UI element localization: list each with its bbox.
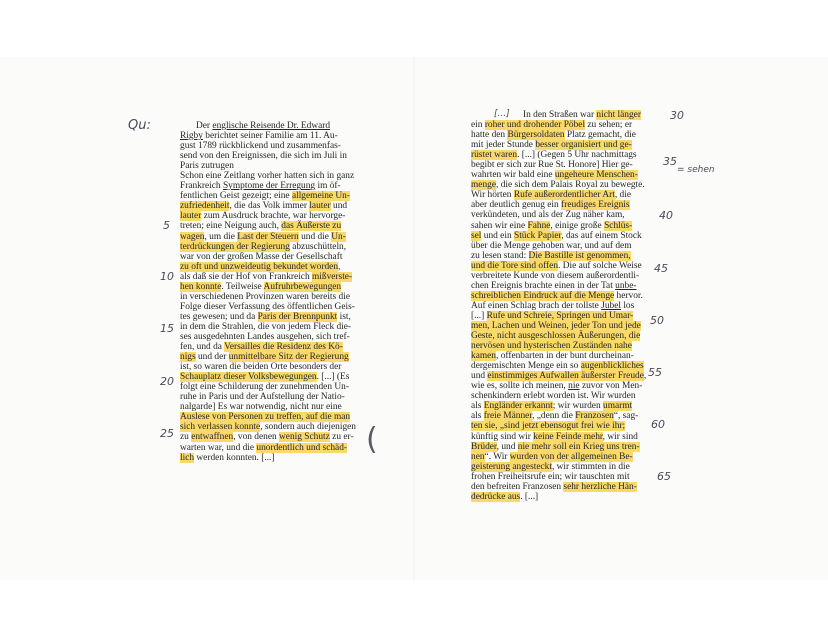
- text-segment: zum Ausdruck brachte, war hervorge-: [201, 211, 346, 222]
- highlighted-phrase: sich verlassen konnte: [180, 422, 261, 433]
- text-line: [471, 190, 663, 200]
- text-segment: als daß sie der Hof von Frankreich: [180, 271, 312, 282]
- text-line: [180, 181, 364, 191]
- text-line: [180, 292, 364, 302]
- text-line: [180, 262, 364, 272]
- text-segment: , sondern auch diejenigen: [260, 422, 356, 433]
- text-segment: ist, so waren die beiden Orte besonders der: [180, 362, 342, 373]
- handwritten-curly-bracket: (: [366, 422, 378, 457]
- text-line: [180, 412, 364, 422]
- text-segment: “, sag-: [613, 411, 639, 422]
- highlighted-phrase: geisterung angesteckt: [471, 461, 552, 472]
- text-line: [471, 442, 663, 452]
- text-line: [180, 232, 364, 242]
- text-line: [180, 312, 364, 322]
- highlighted-phrase: allgemeine Un-: [291, 191, 350, 202]
- text-segment: abzuschütteln,: [289, 241, 347, 252]
- text-line: [471, 432, 663, 442]
- highlighted-phrase: lich: [180, 452, 195, 463]
- text-segment: im öf-: [315, 181, 341, 192]
- text-segment: ,: [338, 261, 341, 272]
- text-line: [471, 200, 663, 210]
- text-line: [180, 282, 364, 292]
- text-segment: , die sich dem Palais Royal zu bewegte.: [496, 180, 645, 191]
- highlighted-phrase: kamen: [471, 351, 496, 362]
- highlighted-phrase: Paris der Brennpunkt: [257, 311, 338, 322]
- text-segment: ,: [643, 371, 647, 382]
- line-number-60: 60: [651, 418, 665, 431]
- text-segment: Frankreich: [180, 181, 223, 192]
- text-segment: und: [471, 371, 488, 382]
- text-segment: als: [471, 411, 484, 422]
- text-segment: , einige große: [550, 220, 605, 231]
- text-segment: warten war, und die: [180, 442, 257, 453]
- text-segment: verkündeten, und als der Zug näher kam,: [471, 210, 625, 221]
- text-line: [471, 281, 663, 291]
- highlighted-phrase: nen: [471, 451, 485, 462]
- text-segment: . [...] (Es: [316, 372, 350, 383]
- underlined-phrase: unbe-: [615, 280, 637, 291]
- highlighted-phrase: und die Tore sind offen: [471, 260, 559, 271]
- highlighted-phrase: menge: [471, 180, 496, 191]
- text-segment: hervor.: [614, 290, 643, 301]
- highlighted-phrase: besser organisiert und ge-: [535, 140, 632, 151]
- highlighted-phrase: zufriedenheit: [180, 201, 230, 212]
- highlighted-phrase: einstimmiges Aufwallen äußerster Freude: [487, 371, 644, 382]
- text-segment: In den Straßen war: [523, 110, 597, 120]
- text-segment: send von den Ereignissen, die sich im Juli in: [180, 151, 347, 162]
- text-line: [471, 231, 663, 241]
- highlighted-phrase: mißverste-: [312, 271, 353, 282]
- handwritten-bracket: [...]: [494, 109, 510, 119]
- text-line: [471, 180, 663, 190]
- text-segment: tes gewesen; und da: [180, 311, 258, 322]
- text-segment: Schon eine Zeitlang vorher hatten sich in ganz: [180, 171, 355, 182]
- text-line: [471, 251, 663, 261]
- text-line: [180, 432, 364, 442]
- text-line: [180, 372, 364, 382]
- text-segment: , um die: [204, 231, 238, 242]
- highlighted-phrase: das Äußerste zu: [281, 221, 342, 232]
- text-line: [471, 321, 663, 331]
- text-segment: war von der großen Masse der Gesellschaft: [180, 251, 343, 262]
- text-line: [471, 241, 663, 251]
- highlighted-phrase: freudiges Ereignis: [561, 200, 630, 211]
- text-segment: wahrten wir bald eine: [471, 170, 555, 181]
- text-segment: frohen Freiheitsrufe ein; wir tauschten mit: [471, 471, 630, 482]
- highlighted-phrase: Rufe außerordentlicher Art: [513, 190, 615, 201]
- text-segment: zu er-: [329, 432, 354, 443]
- highlighted-phrase: schreiblichen Eindruck auf die Menge: [471, 290, 615, 301]
- highlighted-phrase: sel: [471, 230, 482, 241]
- text-line: [180, 453, 364, 463]
- highlighted-phrase: wenig Schutz: [279, 432, 330, 443]
- text-segment: und: [330, 201, 348, 212]
- highlighted-phrase: freie Männer: [483, 411, 533, 422]
- text-segment: , von denen: [233, 432, 280, 443]
- highlighted-phrase: hen konnte: [180, 281, 222, 292]
- highlighted-phrase: Schlüs-: [604, 220, 633, 231]
- text-line: [180, 352, 364, 362]
- text-line: [471, 291, 663, 301]
- highlighted-phrase: unmittelbare Sitz der Regierung: [228, 352, 349, 363]
- text-segment: . [...]: [520, 491, 539, 502]
- highlighted-phrase: rüstet waren: [471, 150, 518, 161]
- text-segment: “. Wir: [484, 451, 510, 462]
- text-line: [180, 332, 364, 342]
- text-segment: und die: [298, 231, 332, 242]
- text-line: [471, 160, 663, 170]
- highlighted-phrase: lauter: [180, 211, 202, 222]
- text-line: [471, 351, 663, 361]
- highlighted-phrase: Schauplatz dieser Volksbewegungen: [180, 372, 317, 383]
- text-segment: [...]: [471, 310, 487, 321]
- highlighted-phrase: Aufruhrbewegungen: [263, 281, 342, 292]
- text-segment: und der: [195, 352, 229, 363]
- text-line: [180, 302, 364, 312]
- text-segment: verbreitete Kunde von diesem außerordentli-: [471, 270, 640, 281]
- underlined-phrase: Jubel: [601, 300, 621, 311]
- text-segment: fen, und da: [180, 342, 225, 353]
- line-number-20: 20: [160, 375, 174, 388]
- text-line: [471, 301, 663, 311]
- text-line: [180, 422, 364, 432]
- text-line: [471, 130, 663, 140]
- text-line: [180, 402, 364, 412]
- highlighted-phrase: Engländer erkannt: [483, 401, 553, 412]
- text-segment: , offenbarten in der bunt durcheinan-: [496, 351, 634, 362]
- underlined-phrase: nie: [568, 381, 580, 392]
- handwritten-qu: Qu:: [128, 118, 151, 133]
- text-line: [471, 452, 663, 462]
- text-segment: berichtet seiner Familie am 11. Au-: [202, 131, 338, 142]
- text-segment: ruhe in Paris und der Aufstellung der Natio-: [180, 392, 345, 403]
- text-segment: als: [471, 401, 484, 412]
- text-line: [180, 121, 364, 131]
- line-number-5: 5: [163, 219, 170, 232]
- line-number-40: 40: [659, 209, 673, 222]
- highlighted-phrase: entwaffnen: [191, 432, 234, 443]
- right-text-column: [471, 110, 663, 502]
- highlighted-phrase: keine Feinde mehr: [533, 431, 603, 442]
- text-line: [471, 331, 663, 341]
- text-line: [180, 362, 364, 372]
- text-line: [471, 371, 663, 381]
- text-segment: über die Menge gehoben war, und auf dem: [471, 240, 632, 251]
- text-line: [180, 443, 364, 453]
- highlighted-phrase: ten sie, „sind jetzt ebensogut frei wie ihr;: [471, 421, 626, 432]
- text-line: [471, 391, 663, 401]
- text-segment: Platz gemacht, die: [564, 130, 636, 141]
- text-segment: zuvor von Men-: [579, 381, 643, 392]
- text-segment: nalgarde] Es war notwendig, nicht nur eine: [180, 402, 342, 413]
- text-segment: Folge dieser Verfassung des öffentlichen Geis-: [180, 301, 355, 312]
- line-number-25: 25: [160, 427, 174, 440]
- text-segment: fentlichen Geist gezeigt; eine: [180, 191, 292, 202]
- highlighted-phrase: Brüder: [471, 441, 497, 452]
- line-number-10: 10: [160, 270, 174, 283]
- text-segment: begibt er sich zur Rue St. Honore] Hier ge-: [471, 160, 633, 171]
- highlighted-phrase: Bürgersoldaten: [507, 130, 565, 141]
- text-segment: den befreiten Franzosen: [471, 481, 564, 492]
- text-segment: chen Ereignis brachte einen in der Tat: [471, 280, 616, 291]
- text-segment: , „denn die: [532, 411, 576, 422]
- text-segment: Auf einen Schlag brach der tollste: [471, 300, 602, 311]
- text-segment: hatte den: [471, 130, 508, 141]
- text-segment: . Teilweise: [221, 281, 264, 292]
- text-line: [180, 141, 364, 151]
- text-segment: wie es, sollte ich meinen,: [471, 381, 569, 392]
- text-line: [471, 401, 663, 411]
- text-segment: , und: [496, 441, 518, 452]
- line-number-35: 35: [663, 155, 677, 168]
- left-text-column: [180, 121, 364, 463]
- text-line: [471, 361, 663, 371]
- highlighted-phrase: unordentlich und schäd-: [256, 442, 348, 453]
- text-line: [180, 191, 364, 201]
- highlighted-phrase: men, Lachen und Weinen, jeder Ton und jede: [471, 320, 641, 331]
- text-segment: Der: [196, 121, 213, 131]
- text-segment: zu sehen; er: [585, 120, 633, 131]
- text-segment: werden konnten. [...]: [194, 452, 275, 463]
- text-line: [180, 392, 364, 402]
- text-line: [180, 382, 364, 392]
- text-segment: ses ausgedehnten Landes ausgehen, sich tref-: [180, 331, 350, 342]
- highlighted-phrase: terdrückungen der Regierung: [180, 241, 290, 252]
- text-segment: gust 1789 rückblickend und zusammenfas-: [180, 141, 341, 152]
- highlighted-phrase: Auslese von Personen zu treffen, auf die man: [180, 412, 351, 423]
- underlined-phrase: Symptome der Erregung: [222, 181, 316, 192]
- highlighted-phrase: Un-: [331, 231, 346, 242]
- highlighted-phrase: Die Bastille ist genommen,: [528, 250, 631, 261]
- text-line: [471, 140, 663, 150]
- highlighted-phrase: nigs: [180, 352, 196, 363]
- text-line: [471, 492, 663, 502]
- line-number-15: 15: [160, 322, 174, 335]
- text-line: [471, 341, 663, 351]
- underlined-phrase: Rigby: [180, 131, 203, 142]
- highlighted-phrase: Geste, nicht ausgeschlossen Äußerungen, die: [471, 331, 641, 342]
- highlighted-phrase: nie mehr soll ein Krieg uns tren-: [517, 441, 640, 452]
- text-line: [471, 472, 663, 482]
- text-line: [180, 151, 364, 161]
- text-segment: künftig sind wir: [471, 431, 534, 442]
- text-line: [471, 120, 663, 130]
- text-line: [471, 271, 663, 281]
- text-line: [180, 252, 364, 262]
- text-segment: , die: [614, 190, 632, 201]
- text-segment: zu lesen stand:: [471, 250, 529, 261]
- highlighted-phrase: Versailles die Residenz des Kö-: [224, 342, 343, 353]
- text-line: [180, 242, 364, 252]
- highlighted-phrase: wagen: [180, 231, 205, 242]
- highlighted-phrase: dedrücke aus: [471, 491, 521, 502]
- highlighted-phrase: nicht länger: [596, 110, 641, 120]
- text-segment: treten; eine Neigung auch,: [180, 221, 282, 232]
- text-segment: Wir hörten: [471, 190, 514, 201]
- text-segment: ist,: [337, 311, 351, 322]
- text-segment: in dem die Strahlen, die von jedem Fleck die-: [180, 321, 352, 332]
- text-line: [180, 131, 364, 141]
- highlighted-phrase: Stück Papier: [513, 230, 562, 241]
- highlighted-phrase: wurden von der allgemeinen Be-: [509, 451, 633, 462]
- text-line: [471, 261, 663, 271]
- highlighted-phrase: Last der Steuern: [237, 231, 299, 242]
- text-line: [180, 272, 364, 282]
- text-line: [471, 421, 663, 431]
- underlined-phrase: englische Reisende Dr. Edward: [212, 121, 331, 131]
- text-segment: zu: [180, 432, 192, 443]
- highlighted-phrase: ungeheure Menschen-: [554, 170, 638, 181]
- text-segment: . Die auf solche Weise: [558, 260, 642, 271]
- line-number-45: 45: [654, 262, 668, 275]
- highlighted-phrase: sehr herzliche Hän-: [563, 481, 637, 492]
- text-segment: folgt eine Schilderung der zunehmenden Un-: [180, 382, 349, 393]
- text-line: [180, 342, 364, 352]
- text-line: [180, 201, 364, 211]
- text-segment: und ein: [481, 230, 514, 241]
- line-number-65: 65: [657, 470, 671, 483]
- text-segment: in verschiedenen Provinzen waren bereits die: [180, 291, 350, 302]
- text-segment: , die das Volk immer: [229, 201, 310, 212]
- text-segment: , das auf einem Stock: [561, 230, 642, 241]
- text-segment: , wir sind: [602, 431, 638, 442]
- line-number-55: 55: [648, 366, 662, 379]
- highlighted-phrase: Franzosen: [575, 411, 614, 422]
- text-line: [471, 311, 663, 321]
- text-segment: sahen wir eine: [471, 220, 528, 231]
- text-line: [471, 210, 663, 220]
- highlighted-phrase: augenblickliches: [580, 361, 644, 372]
- text-line: [471, 221, 663, 231]
- text-line: [180, 211, 364, 221]
- text-line: [471, 170, 663, 180]
- line-number-30: 30: [670, 109, 684, 122]
- text-segment: los: [620, 300, 635, 311]
- text-segment: ; wir wurden: [552, 401, 603, 412]
- text-line: [471, 150, 663, 160]
- highlighted-phrase: Rufe und Schreie, Springen und Umar-: [486, 310, 634, 321]
- text-segment: . [...] (Gegen 5 Uhr nachmittags: [517, 150, 637, 161]
- text-segment: Paris zutrugen: [180, 161, 234, 172]
- text-line: [471, 462, 663, 472]
- text-line: [180, 171, 364, 181]
- text-segment: mit jeder Stunde: [471, 140, 536, 151]
- text-line: [180, 221, 364, 231]
- text-line: [180, 322, 364, 332]
- highlighted-phrase: umarmt: [603, 401, 633, 412]
- text-line: [471, 411, 663, 421]
- text-segment: , wir stimmten in die: [551, 461, 630, 472]
- text-segment: schenkindern erlebt worden ist. Wir wurden: [471, 391, 636, 402]
- text-segment: dergemischten Menge ein so: [471, 361, 581, 372]
- line-number-50: 50: [650, 314, 664, 327]
- highlighted-phrase: nervösen und hysterischen Zuständen nahe: [471, 341, 632, 352]
- highlighted-phrase: zu oft und unzweideutig bekundet worden: [180, 261, 339, 272]
- text-line: [471, 381, 663, 391]
- highlighted-phrase: lauter: [309, 201, 331, 212]
- text-segment: ein: [471, 120, 485, 131]
- text-line: [471, 482, 663, 492]
- highlighted-phrase: Fahne: [527, 220, 551, 231]
- text-line: [180, 161, 364, 171]
- text-segment: aber deutlich genug ein: [471, 200, 562, 211]
- handwritten-sehen: = sehen: [677, 165, 715, 175]
- highlighted-phrase: roher und drohender Pöbel: [484, 120, 586, 131]
